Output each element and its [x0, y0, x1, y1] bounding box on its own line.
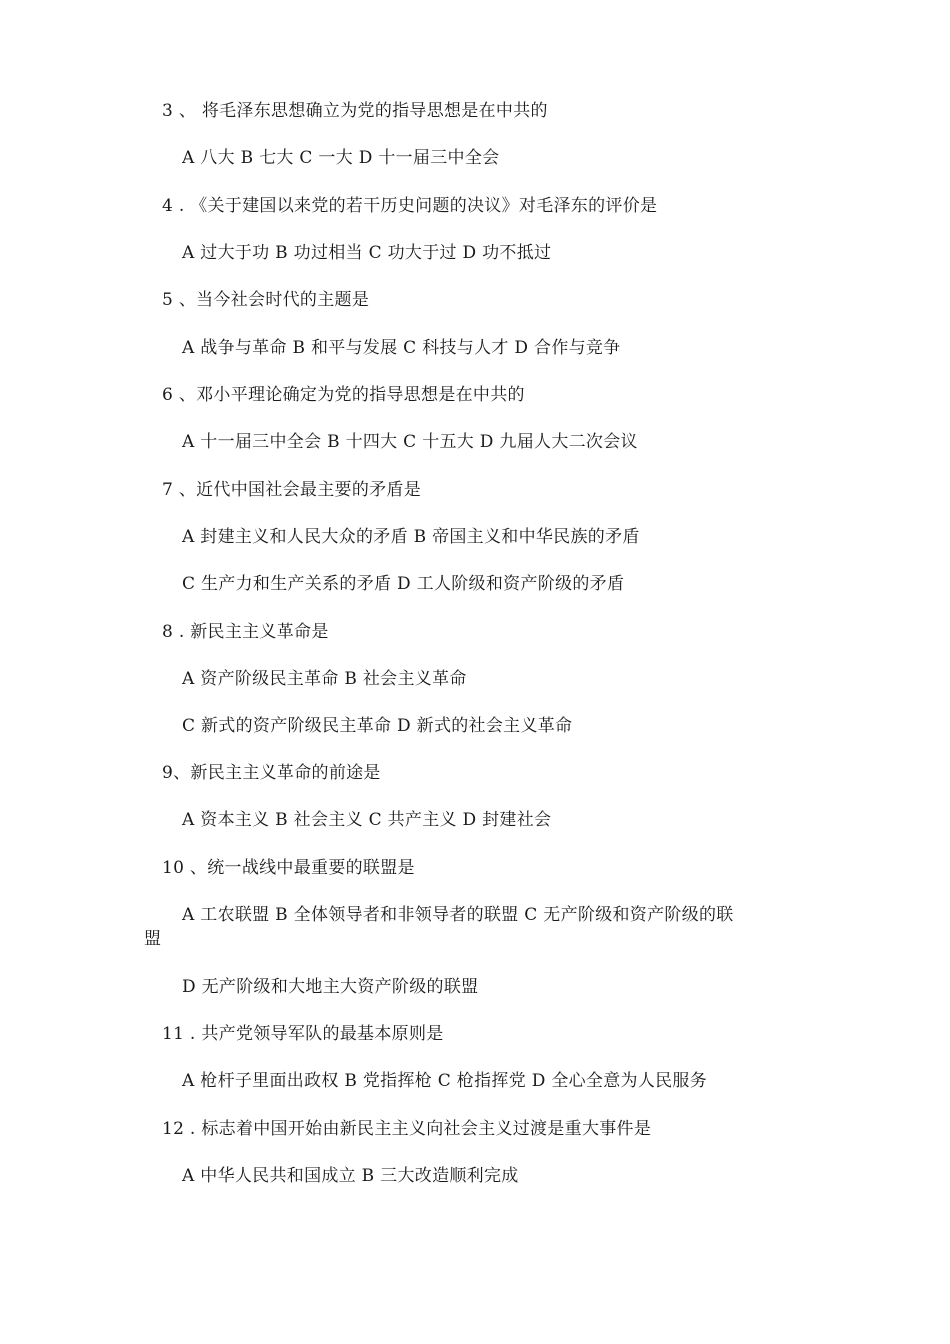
question-6: 6 、邓小平理论确定为党的指导思想是在中共的 [162, 385, 525, 405]
question-10: 10 、统一战线中最重要的联盟是 [162, 858, 415, 878]
question-4-options: A 过大于功 B 功过相当 C 功大于过 D 功不抵过 [182, 243, 552, 263]
question-6-options: A 十一届三中全会 B 十四大 C 十五大 D 九届人大二次会议 [182, 432, 638, 452]
question-10-options-wrap: 盟 [144, 929, 162, 949]
question-7: 7 、近代中国社会最主要的矛盾是 [162, 480, 422, 500]
question-4: 4 . 《关于建国以来党的若干历史问题的决议》对毛泽东的评价是 [162, 196, 658, 216]
question-5: 5 、当今社会时代的主题是 [162, 290, 370, 310]
question-7-options-cd: C 生产力和生产关系的矛盾 D 工人阶级和资产阶级的矛盾 [182, 574, 625, 594]
question-8: 8 . 新民主主义革命是 [162, 622, 329, 642]
question-8-options-cd: C 新式的资产阶级民主革命 D 新式的社会主义革命 [182, 716, 573, 736]
question-12: 12 . 标志着中国开始由新民主主义向社会主义过渡是重大事件是 [162, 1119, 652, 1139]
question-7-options-ab: A 封建主义和人民大众的矛盾 B 帝国主义和中华民族的矛盾 [182, 527, 640, 547]
question-8-options-ab: A 资产阶级民主革命 B 社会主义革命 [182, 669, 467, 689]
question-3: 3 、 将毛泽东思想确立为党的指导思想是在中共的 [162, 101, 548, 121]
question-11-options: A 枪杆子里面出政权 B 党指挥枪 C 枪指挥党 D 全心全意为人民服务 [182, 1071, 708, 1091]
question-5-options: A 战争与革命 B 和平与发展 C 科技与人才 D 合作与竞争 [182, 338, 621, 358]
question-10-options-d: D 无产阶级和大地主大资产阶级的联盟 [182, 977, 479, 997]
question-9-options: A 资本主义 B 社会主义 C 共产主义 D 封建社会 [182, 810, 552, 830]
question-9: 9、新民主主义革命的前途是 [162, 763, 381, 783]
question-10-options-abc: A 工农联盟 B 全体领导者和非领导者的联盟 C 无产阶级和资产阶级的联 [182, 905, 734, 925]
question-3-options: A 八大 B 七大 C 一大 D 十一届三中全会 [182, 148, 500, 168]
question-11: 11 . 共产党领导军队的最基本原则是 [162, 1024, 444, 1044]
question-12-options: A 中华人民共和国成立 B 三大改造顺利完成 [182, 1166, 519, 1186]
